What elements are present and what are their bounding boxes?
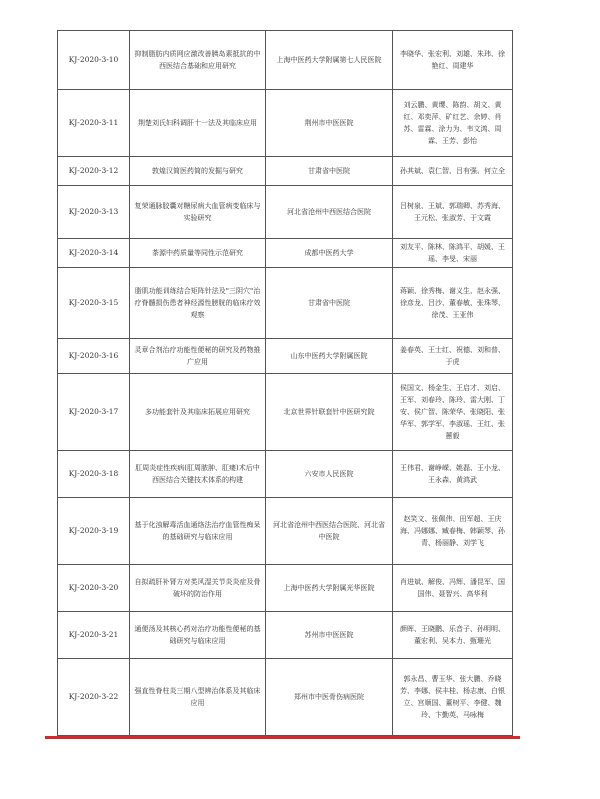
institution-cell: 苏州市中医医院 xyxy=(266,612,393,658)
institution-cell: 北京世界针联套针中医研究院 xyxy=(266,374,393,450)
project-title-cell: 强直性脊柱炎三期八型辨治体系及其临床应用 xyxy=(130,659,266,735)
table-row xyxy=(58,339,513,374)
institution-cell: 郑州市中医骨伤病医院 xyxy=(266,659,393,735)
personnel-cell: 孙其斌、袁仁智、吕有强、何立全 xyxy=(393,157,513,185)
table-row xyxy=(58,659,513,736)
project-title-cell: 茶源中药质量等同性示范研究 xyxy=(130,239,266,267)
project-id-cell: KJ-2020-3-21 xyxy=(58,612,130,658)
project-title-cell: 敦煌汉简医药简的发掘与研究 xyxy=(130,157,266,185)
personnel-cell: 刘云鹏、黄缨、陈韵、胡文、黄红、邓奕萍、矿红艺、余婷、肖苏、雷霖、涂力为、韦文鸿、周霖、王芳、彭怡 xyxy=(393,90,513,156)
institution-cell: 成都中医药大学 xyxy=(266,239,393,267)
institution-cell: 六安市人民医院 xyxy=(266,451,393,497)
project-id-cell: KJ-2020-3-22 xyxy=(58,659,130,735)
institution-cell: 河北省沧州中西医结合医院、河北省中医院 xyxy=(266,498,393,564)
project-id-cell: KJ-2020-3-12 xyxy=(58,157,130,185)
personnel-cell: 蒋颖、徐秀梅、谢义生、赵永强、徐彦龙、吕沙、董春敏、张珠琴、徐茂、王亚伟 xyxy=(393,268,513,338)
personnel-cell: 赵笑文、张佩伟、田军超、王庆海、冯娜娜、臧春梅、韩颖琴、孙青、杨丽静、刘学飞 xyxy=(393,498,513,564)
project-title-cell: 脂肌功能训练结合矩阵针法及"三阴穴"治疗脊髓损伤患者神经源性膀胱的临床疗效观察 xyxy=(130,268,266,338)
personnel-cell: 郭永昌、曹玉华、张大鹏、乔晓芳、李娜、侯丰桂、杨志康、白银立、宫顺国、董树平、李健、魏玲、卞勤英、马咏梅 xyxy=(393,659,513,735)
table-row xyxy=(58,498,513,565)
footer-red-rule xyxy=(45,736,520,739)
personnel-cell: 刘友平、陈林、陈鸿平、胡媛、王瑶、李旻、宋丽 xyxy=(393,239,513,267)
table-row xyxy=(58,451,513,498)
awards-table xyxy=(57,30,513,736)
institution-cell: 山东中医药大学附属医院 xyxy=(266,339,393,373)
institution-cell: 上海中医药大学附属光华医院 xyxy=(266,565,393,611)
institution-cell: 甘肃省中医院 xyxy=(266,268,393,338)
project-title-cell: 荆楚刘氏妇科调肝十一法及其临床应用 xyxy=(130,90,266,156)
table-row xyxy=(58,565,513,612)
table-row xyxy=(58,374,513,451)
personnel-cell: 吕树泉、王斌、郭瑞卿、苏秀海、王元松、张淑芳、于文霞 xyxy=(393,186,513,238)
project-id-cell: KJ-2020-3-20 xyxy=(58,565,130,611)
table-row xyxy=(58,186,513,239)
table-row xyxy=(58,90,513,157)
project-id-cell: KJ-2020-3-10 xyxy=(58,31,130,89)
project-id-cell: KJ-2020-3-18 xyxy=(58,451,130,497)
project-id-cell: KJ-2020-3-19 xyxy=(58,498,130,564)
personnel-cell: 李晓华、张宏利、刘雄、朱玮、徐艳红、周建华 xyxy=(393,31,513,89)
table-row xyxy=(58,31,513,90)
institution-cell: 上海中医药大学附属第七人民医院 xyxy=(266,31,393,89)
institution-cell: 甘肃省中医院 xyxy=(266,157,393,185)
institution-cell: 荆州市中医医院 xyxy=(266,90,393,156)
project-id-cell: KJ-2020-3-17 xyxy=(58,374,130,450)
project-title-cell: 灵章合剂治疗功能性便秘的研究及药物推广应用 xyxy=(130,339,266,373)
project-id-cell: KJ-2020-3-14 xyxy=(58,239,130,267)
project-title-cell: 抑制脂肪内质网应激改善胰岛素抵抗的中西医结合基础和应用研究 xyxy=(130,31,266,89)
personnel-cell: 王伟君、谢峥嵘、姚磊、王小龙、王永森、黄鸿武 xyxy=(393,451,513,497)
project-title-cell: 肛周炎症性疾病(肛周脓肿、肛瘘)术后中西医结合关键技术体系的构建 xyxy=(130,451,266,497)
project-title-cell: 自拟疏肝补肾方对类风湿关节炎炎症及骨破坏的防治作用 xyxy=(130,565,266,611)
personnel-cell: 姜春英、王士红、祝德、刘和普、于虎 xyxy=(393,339,513,373)
table-row xyxy=(58,157,513,186)
personnel-cell: 颜晖、王晓鹏、乐音子、孙明明、董宏利、吴本力、甄珊光 xyxy=(393,612,513,658)
project-id-cell: KJ-2020-3-13 xyxy=(58,186,130,238)
project-id-cell: KJ-2020-3-16 xyxy=(58,339,130,373)
project-id-cell: KJ-2020-3-15 xyxy=(58,268,130,338)
table-row xyxy=(58,612,513,659)
personnel-cell: 肖进斌、解俊、冯辉、潘昆军、国国伟、聂智兴、高华利 xyxy=(393,565,513,611)
table-row xyxy=(58,268,513,339)
project-title-cell: 基于化浊解毒活血通络法治疗血管性痴呆的基础研究与临床应用 xyxy=(130,498,266,564)
personnel-cell: 侯国文、杨金生、王启才、刘启、王军、刘春玲、陈玲、雷大刚、丁安、侯广智、陈荣华、张晓阳、张华军、郭学军、李淑瑶、王红、张蕙毅 xyxy=(393,374,513,450)
institution-cell: 河北省沧州中西医结合医院 xyxy=(266,186,393,238)
project-id-cell: KJ-2020-3-11 xyxy=(58,90,130,156)
table-row xyxy=(58,239,513,268)
project-title-cell: 多功能套针及其临床拓展应用研究 xyxy=(130,374,266,450)
project-title-cell: 通便汤及其核心药对治疗功能性便秘的基础研究与临床应用 xyxy=(130,612,266,658)
project-title-cell: 复荣通脉胶囊对糖尿病大血管病变临床与实验研究 xyxy=(130,186,266,238)
